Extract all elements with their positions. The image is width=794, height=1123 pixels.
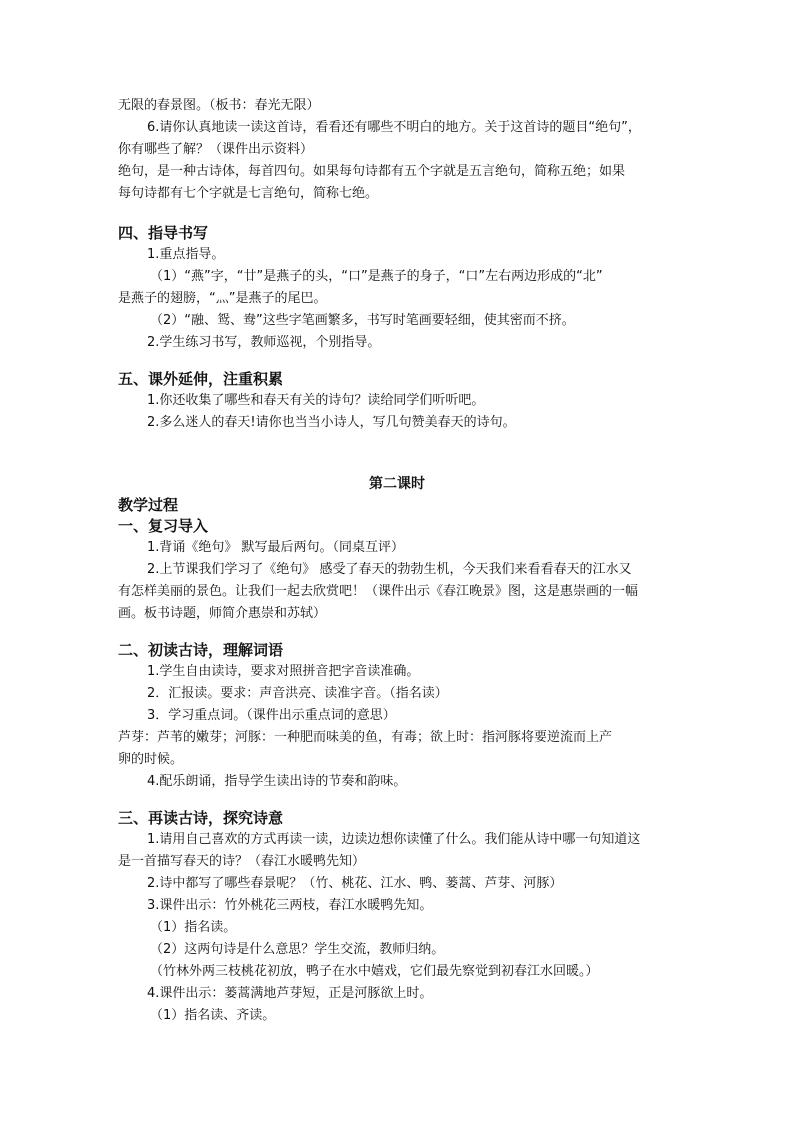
text-line: 绝句，是一种古诗体，每首四句。如果每句诗都有五个字就是五言绝句，简称五绝；如果 xyxy=(118,164,626,179)
text-line: 1.请用自己喜欢的方式再读一读，边读边想你读懂了什么。我们能从诗中哪一句知道这 xyxy=(147,832,641,847)
text-line: 4.课件出示：蒌蒿满地芦芽短，正是河豚欲上时。 xyxy=(147,986,433,1001)
text-line: 1.背诵《绝句》 默写最后两句。（同桌互评） xyxy=(147,540,405,555)
text-line: 每句诗都有七个字就是七言绝句，简称七绝。 xyxy=(118,186,379,201)
text-line: 3．学习重点词。（课件出示重点词的意思） xyxy=(147,708,396,723)
section-heading: 五、课外延伸，注重积累 xyxy=(118,370,284,388)
text-line: （竹林外两三枝桃花初放，鸭子在水中嬉戏，它们最先察觉到初春江水回暖。） xyxy=(150,964,599,979)
text-line: （2）这两句诗是什么意思？学生交流，教师归纳。 xyxy=(150,942,445,957)
text-line: 2．汇报读。要求：声音洪亮、读准字音。（指名读） xyxy=(147,686,448,701)
text-line: 是一首描写春天的诗？（春江水暖鸭先知） xyxy=(118,854,366,869)
text-line: 你有哪些了解？（课件出示资料） xyxy=(118,142,314,157)
section-heading: 一、复习导入 xyxy=(118,517,209,535)
section-heading: 教学过程 xyxy=(118,496,179,514)
text-line: 是燕子的翅膀，“灬”是燕子的尾巴。 xyxy=(118,291,327,306)
text-line: （1）指名读、齐读。 xyxy=(150,1008,276,1023)
section-heading: 二、初读古诗，理解词语 xyxy=(118,641,284,659)
text-line: 芦芽：芦苇的嫩芽；河豚：一种肥而味美的鱼，有毒；欲上时：指河豚将要逆流而上产 xyxy=(118,730,613,745)
text-line: 2.上节课我们学习了《绝句》 感受了春天的勃勃生机，今天我们来看看春天的江水又 xyxy=(147,562,632,577)
text-line: 卵的时候。 xyxy=(118,752,184,767)
text-line: （1）指名读。 xyxy=(150,920,237,935)
text-line: （1）“燕”字，“廿”是燕子的头，“口”是燕子的身子，“口”左右两边形成的“北” xyxy=(150,269,603,284)
section-heading: 四、指导书写 xyxy=(118,224,209,242)
text-line: 4.配乐朗诵，指导学生读出诗的节奏和韵味。 xyxy=(147,774,407,789)
text-line: （2）“融、鸳、鸯”这些字笔画繁多，书写时笔画要轻细，使其密而不挤。 xyxy=(150,313,575,328)
text-line: 2.诗中都写了哪些春景呢？（竹、桃花、江水、鸭、蒌蒿、芦芽、河豚） xyxy=(147,876,563,891)
text-line: 6.请你认真地读一读这首诗，看看还有哪些不明白的地方。关于这首诗的题目“绝句”， xyxy=(147,120,641,135)
text-line: 1.重点指导。 xyxy=(147,247,225,262)
text-line: 2.学生练习书写，教师巡视，个别指导。 xyxy=(147,335,381,350)
text-line: 有怎样美丽的景色。让我们一起去欣赏吧！（课件出示《春江晚景》图，这是惠崇画的一幅 xyxy=(118,584,639,599)
text-line: 2.多么迷人的春天!请你也当当小诗人，写几句赞美春天的诗句。 xyxy=(147,415,516,430)
text-line: 1.学生自由读诗，要求对照拼音把字音读准确。 xyxy=(147,664,420,679)
section-heading: 三、再读古诗，探究诗意 xyxy=(118,809,284,827)
text-line: 画。板书诗题，师简介惠崇和苏轼） xyxy=(118,606,327,621)
text-line: 3.课件出示：竹外桃花三两枝，春江水暖鸭先知。 xyxy=(147,898,433,913)
text-line: 无限的春景图。（板书：春光无限） xyxy=(118,98,320,113)
lesson-title: 第二课时 xyxy=(369,476,425,492)
text-line: 1.你还收集了哪些和春天有关的诗句？读给同学们听听吧。 xyxy=(147,393,485,408)
